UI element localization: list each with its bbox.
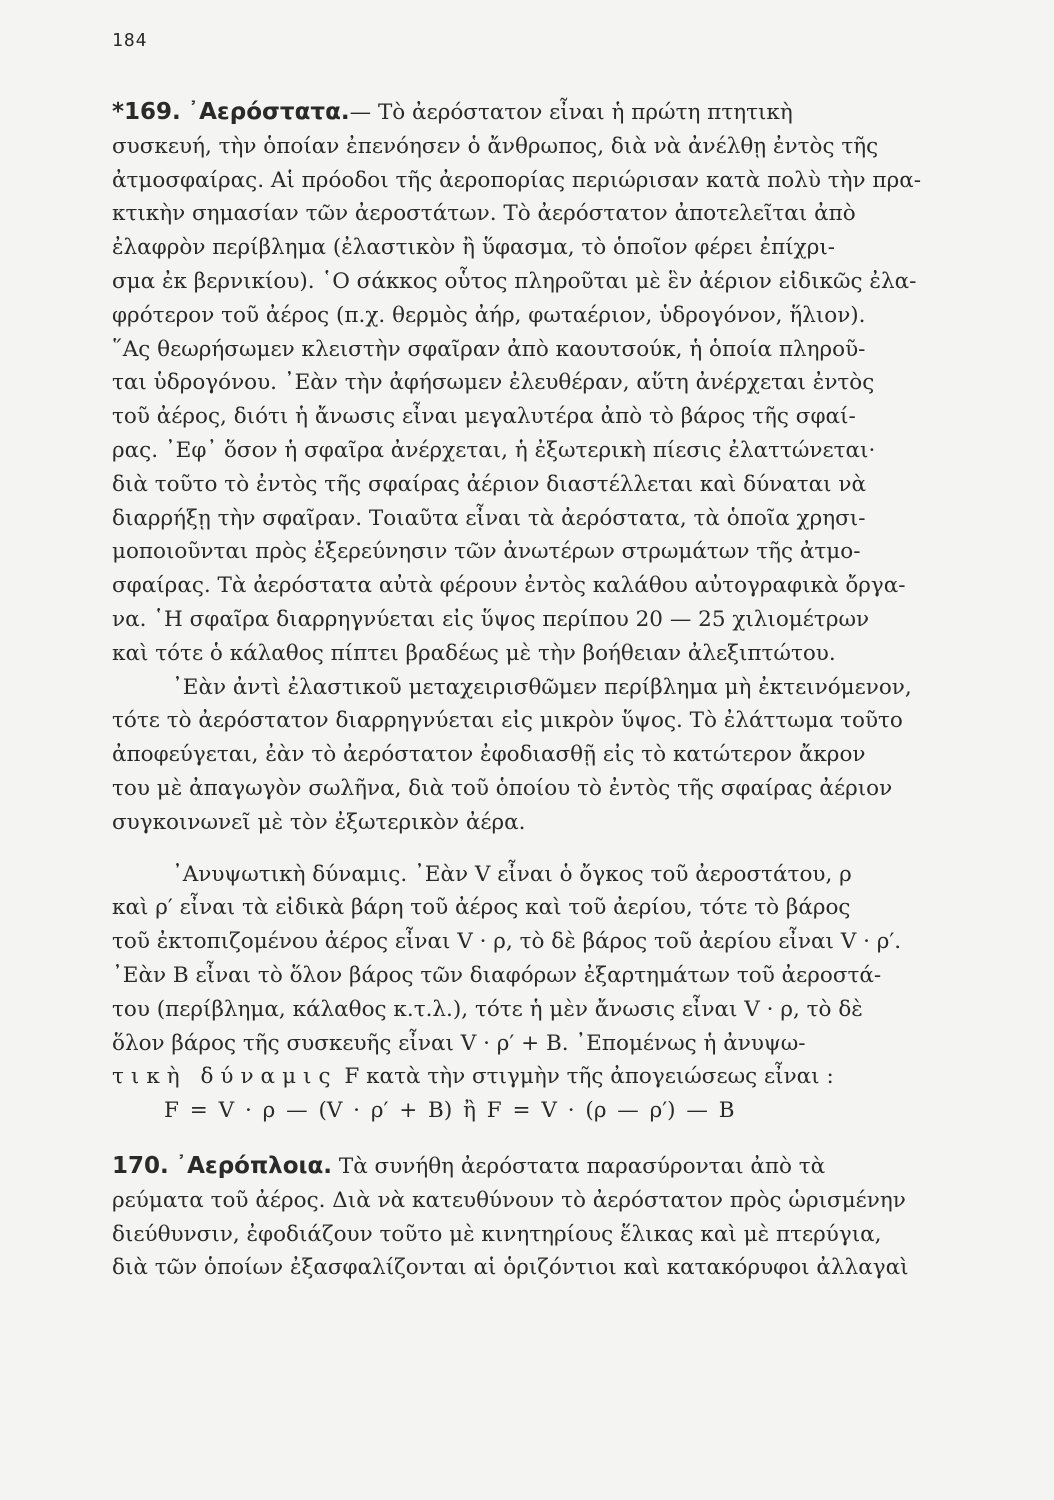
page-body — [112, 96, 992, 1285]
paragraph-line: διαρρήξῃ τὴν σφαῖραν. Τοιαῦτα εἶναι τὰ ἀερόστατα, τὰ ὁποῖα χρησι- — [112, 505, 866, 531]
section-170-title: ᾿Αερόπλοια. — [175, 1152, 333, 1179]
paragraph-line: συσκευή, τὴν ὁποίαν ἐπενόησεν ὁ ἄνθρωπος, διὰ νὰ ἀνέλθῃ ἐντὸς τῆς — [112, 133, 879, 159]
section-169-first-line — [112, 96, 992, 130]
paragraph-line: καὶ τότε ὁ κάλαθος πίπτει βραδέως μὲ τὴν βοήθειαν ἀλεξιπτώτου. — [112, 640, 836, 666]
paragraph-line: ἐλαφρὸν περίβλημα (ἐλαστικὸν ἢ ὕφασμα, τὸ ὁποῖον φέρει ἐπίχρι- — [112, 235, 836, 261]
paragraph-line-spaced — [112, 1060, 992, 1094]
paragraph-line: Τὰ συνήθη ἀερόστατα παρασύρονται ἀπὸ τὰ — [332, 1153, 826, 1179]
paragraph-line: συγκοινωνεῖ μὲ τὸν ἐξωτερικὸν ἀέρα. — [112, 809, 526, 835]
paragraph-line: ἀποφεύγεται, ἐὰν τὸ ἀερόστατον ἐφοδιασθῇ εἰς τὸ κατώτερον ἄκρον — [112, 742, 866, 768]
spaced-term: τικὴ δύναμις — [112, 1064, 338, 1090]
paragraph-line: ρεύματα τοῦ ἀέρος. Διὰ νὰ κατευθύνουν τὸ ἀερόστατον πρὸς ὡρισμένην — [112, 1187, 906, 1213]
paragraph-line: τότε τὸ ἀερόστατον διαρρηγνύεται εἰς μικρὸν ὕψος. Τὸ ἐλάττωμα τοῦτο — [112, 708, 903, 734]
paragraph-line: ἀτμοσφαίρας. Αἱ πρόοδοι τῆς ἀεροπορίας περιώρισαν κατὰ πολὺ τὴν πρα- — [112, 167, 921, 193]
paragraph-line: μοποιοῦνται πρὸς ἐξερεύνησιν τῶν ἀνωτέρων στρωμάτων τῆς ἀτμο- — [112, 539, 861, 565]
paragraph-line: διὰ τῶν ὁποίων ἐξασφαλίζονται αἱ ὁριζόντιοι καὶ κατακόρυφοι ἀλλαγαὶ — [112, 1255, 909, 1281]
section-gap — [112, 1128, 992, 1150]
paragraph-line-rest: F κατὰ τὴν στιγμὴν τῆς ἀπογειώσεως εἶναι : — [337, 1064, 834, 1090]
section-169-title: ᾿Αερόστατα. — [187, 99, 350, 125]
paragraph-line: τοῦ ἀέρος, διότι ἡ ἄνωσις εἶναι μεγαλυτέρα ἀπὸ τὸ βάρος τῆς σφαί- — [112, 404, 856, 430]
paragraph-gap — [112, 840, 992, 858]
section-170-first-line — [112, 1150, 992, 1184]
paragraph-line: φρότερον τοῦ ἀέρος (π.χ. θερμὸς ἀήρ, φωταέριον, ὑδρογόνον, ἥλιον). — [112, 302, 866, 328]
paragraph-line: σφαίρας. Τὰ ἀερόστατα αὐτὰ φέρουν ἐντὸς καλάθου αὐτογραφικὰ ὄργα- — [112, 573, 906, 599]
paragraph-line: ᾿Ανυψωτικὴ δύναμις. ᾿Εὰν V εἶναι ὁ ὄγκος τοῦ ἀεροστάτου, ρ — [172, 861, 852, 887]
section-169-number: *169. — [112, 99, 181, 125]
paragraph-line: σμα ἐκ βερνικίου). ῾Ο σάκκος οὗτος πληροῦται μὲ ἓν ἀέριον εἰδικῶς ἐλα- — [112, 268, 917, 294]
paragraph-line: ται ὑδρογόνου. ᾿Εὰν τὴν ἀφήσωμεν ἐλευθέραν, αὕτη ἀνέρχεται ἐντὸς — [112, 370, 875, 396]
page-number: 184 — [112, 30, 148, 51]
paragraph-line: ῞Ας θεωρήσωμεν κλειστὴν σφαῖραν ἀπὸ καουτσούκ, ἡ ὁποία πληροῦ- — [112, 336, 866, 362]
paragraph-line: του μὲ ἀπαγωγὸν σωλῆνα, διὰ τοῦ ὁποίου τὸ ἐντὸς τῆς σφαίρας ἀέριον — [112, 775, 893, 801]
paragraph-line: να. ῾Η σφαῖρα διαρρηγνύεται εἰς ὕψος περίπου 20 — 25 χιλιομέτρων — [112, 606, 870, 632]
paragraph-line: κτικὴν σημασίαν τῶν ἀεροστάτων. Τὸ ἀερόστατον ἀποτελεῖται ἀπὸ — [112, 201, 856, 227]
paragraph-line: καὶ ρ′ εἶναι τὰ εἰδικὰ βάρη τοῦ ἀέρος καὶ τοῦ ἀερίου, τότε τὸ βάρος — [112, 895, 851, 921]
paragraph-line: τοῦ ἐκτοπιζομένου ἀέρος εἶναι V · ρ, τὸ δὲ βάρος τοῦ ἀερίου εἶναι V · ρ′. — [112, 929, 902, 955]
section-170-number: 170. — [112, 1152, 169, 1179]
paragraph-line: ρας. ᾿Εφ᾿ ὅσον ἡ σφαῖρα ἀνέρχεται, ἡ ἐξωτερικὴ πίεσις ἐλαττώνεται· — [112, 437, 876, 463]
lift-formula: F = V · ρ — (V · ρ′ + B) ἢ F = V · (ρ — ρ′) — B — [164, 1098, 735, 1124]
paragraph-line: — Τὸ ἀερόστατον εἶναι ἡ πρώτη πτητικὴ — [349, 100, 793, 125]
paragraph-line: ᾿Εὰν B εἶναι τὸ ὅλον βάρος τῶν διαφόρων ἐξαρτημάτων τοῦ ἀεροστά- — [112, 962, 882, 988]
paragraph-line: ᾿Εὰν ἀντὶ ἐλαστικοῦ μεταχειρισθῶμεν περίβλημα μὴ ἐκτεινόμενον, — [172, 674, 912, 700]
paragraph-line: του (περίβλημα, κάλαθος κ.τ.λ.), τότε ἡ μὲν ἄνωσις εἶναι V · ρ, τὸ δὲ — [112, 996, 863, 1022]
paragraph-line: ὅλον βάρος τῆς συσκευῆς εἶναι V · ρ′ + B. ᾿Επομένως ἡ ἀνυψω- — [112, 1030, 806, 1056]
paragraph-line: διεύθυνσιν, ἐφοδιάζουν τοῦτο μὲ κινητηρίους ἕλικας καὶ μὲ πτερύγια, — [112, 1221, 882, 1247]
paragraph-line: διὰ τοῦτο τὸ ἐντὸς τῆς σφαίρας ἀέριον διαστέλλεται καὶ δύναται νὰ — [112, 471, 867, 497]
